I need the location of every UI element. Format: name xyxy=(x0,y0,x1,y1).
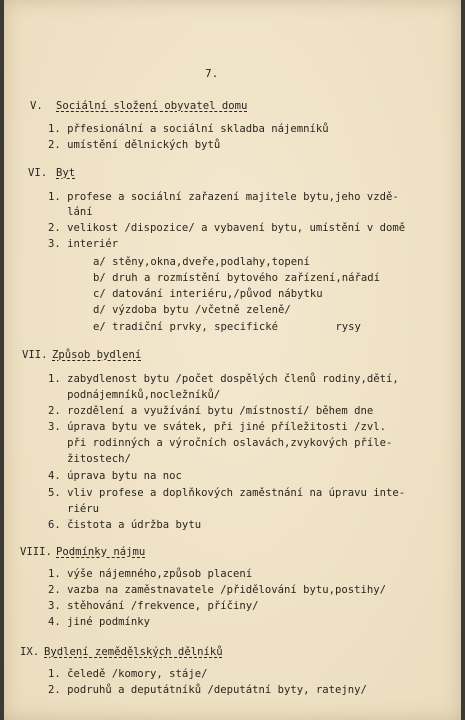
section-ix-title: Bydlení zemědělských dělníků xyxy=(44,646,223,658)
page-number: 7. xyxy=(205,67,219,80)
section-vi-numeral: VI. xyxy=(28,167,48,179)
list-item: 3. interiér xyxy=(48,238,119,250)
section-vii-title: Způsob bydlení xyxy=(52,349,142,361)
list-item: 2. umístění dělnických bytů xyxy=(48,139,221,151)
list-item: 1. výše nájemného,způsob placení xyxy=(48,568,253,580)
list-item: při rodinných a výročních oslavách,zvykových příle- xyxy=(48,437,393,449)
list-item: lání xyxy=(48,206,93,218)
list-subitem: c/ datování interiéru,/původ nábytku xyxy=(93,288,323,300)
list-item: 6. čistota a údržba bytu xyxy=(48,519,202,531)
list-subitem: d/ výzdoba bytu /včetně zeleně/ xyxy=(93,304,291,316)
list-item: 1. přfesionální a sociální skladba nájemníků xyxy=(48,123,329,135)
list-subitem: a/ stěny,okna,dveře,podlahy,topení xyxy=(93,256,310,268)
list-item: 2. vazba na zaměstnavatele /přidělování bytu,postihy/ xyxy=(48,584,387,596)
list-subitem: e/ tradiční prvky, specifické rysy xyxy=(93,321,361,333)
list-item: 3. stěhování /frekvence, příčiny/ xyxy=(48,600,259,612)
list-item: 1. profese a sociální zařazení majitele bytu,jeho vzdě- xyxy=(48,191,399,203)
section-vi-title: Byt xyxy=(56,167,76,179)
section-v-numeral: V. xyxy=(30,100,43,112)
list-item: 2. velikost /dispozice/ a vybavení bytu, umístění v domě xyxy=(48,222,406,234)
section-vii-numeral: VII. xyxy=(22,349,48,361)
list-item: 4. jiné podmínky xyxy=(48,616,151,628)
section-v-title: Sociální složení obyvatel domu xyxy=(56,100,248,112)
list-item: žitostech/ xyxy=(48,453,131,465)
list-item: podnájemníků,nocležníků/ xyxy=(48,389,221,401)
list-item: 5. vliv profese a doplňkových zaměstnání na úpravu inte- xyxy=(48,487,406,499)
document-page xyxy=(4,0,461,720)
list-item: 1. zabydlenost bytu /počet dospělých členů rodiny,dětí, xyxy=(48,373,399,385)
list-item: 3. úprava bytu ve svátek, při jiné příležitosti /zvl. xyxy=(48,421,387,433)
list-item: 2. rozdělení a využívání bytu /místností/ během dne xyxy=(48,405,374,417)
section-viii-numeral: VIII. xyxy=(20,546,52,558)
list-subitem: b/ druh a rozmístění bytového zařízení,nářadí xyxy=(93,272,381,284)
section-viii-title: Podmínky nájmu xyxy=(56,546,146,558)
section-ix-numeral: IX. xyxy=(20,646,40,658)
list-item: 1. čeledě /komory, stáje/ xyxy=(48,668,208,680)
list-item: riéru xyxy=(48,503,100,515)
list-item: 4. úprava bytu na noc xyxy=(48,470,182,482)
list-item: 2. podruhů a deputátníků /deputátní byty, ratejny/ xyxy=(48,684,367,696)
